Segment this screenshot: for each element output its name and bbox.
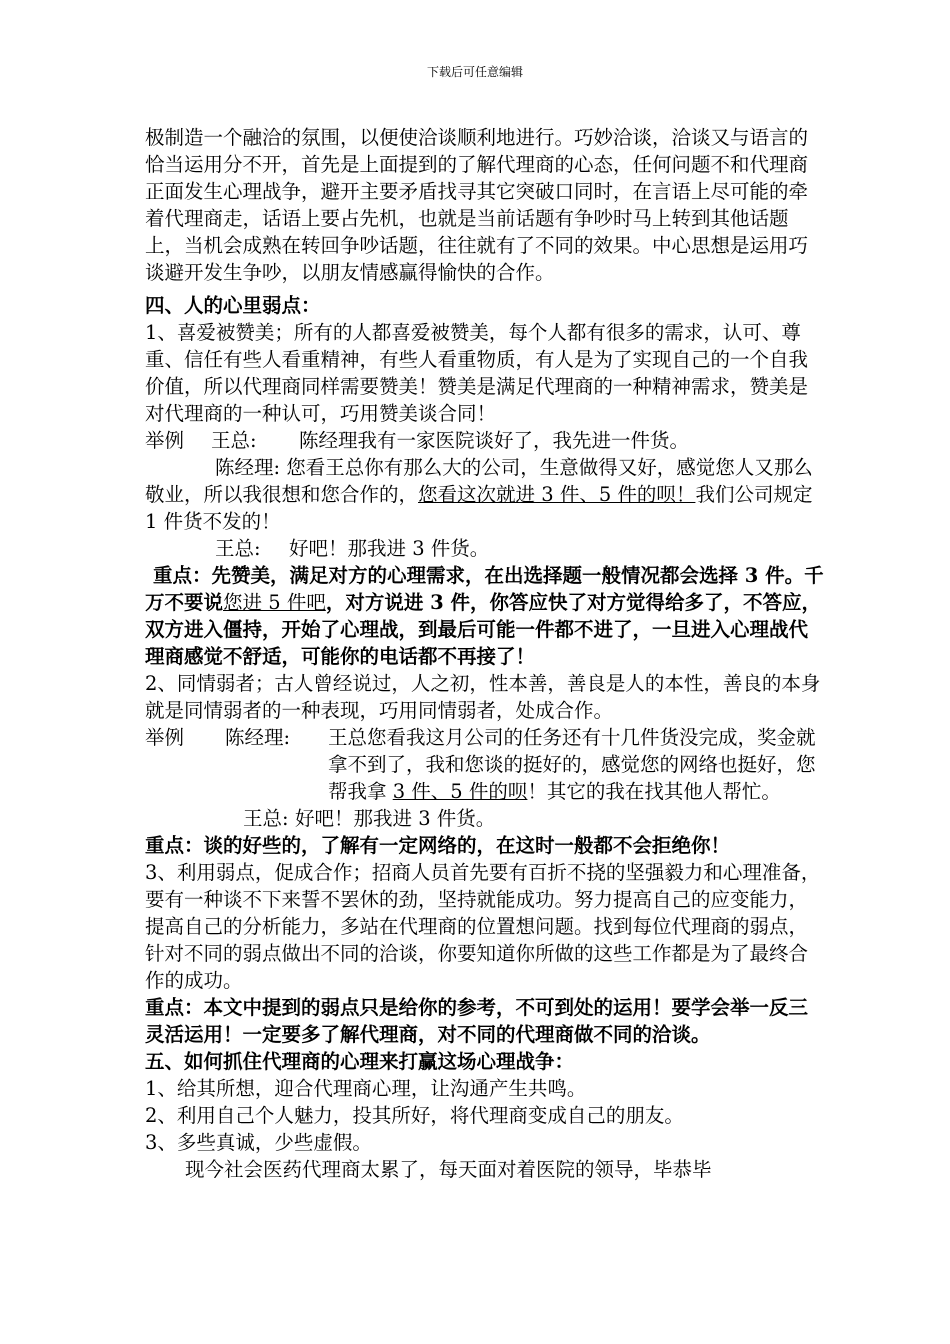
speaker-label: 陈经理:: [225, 726, 291, 749]
dialogue-text: 陈经理我有一家医院谈好了，我先进一件货。: [299, 429, 690, 452]
closing-paragraph: 现今社会医药代理商太累了，每天面对着医院的领导，毕恭毕: [185, 1158, 712, 1181]
key-point-3: 重点：本文中提到的弱点只是给你的参考，不可到处的运用！要学会举一反三灵活运用！一定要多了解代理商，对不同的代理商做不同的洽谈。: [145, 996, 809, 1046]
example-1-dialogue: [145, 454, 825, 535]
item-2-paragraph: 2、同情弱者；古人曾经说过，人之初，性本善，善良是人的本性，善良的本身就是同情弱者的一种表现，巧用同情弱者，处成合作。: [145, 672, 821, 722]
section-5-title: 五、如何抓住代理商的心理来打赢这场心理战争：: [145, 1050, 575, 1073]
section-4-title: 四、人的心里弱点：: [145, 294, 321, 317]
example-2: [145, 724, 825, 805]
example-label: 举例: [145, 726, 185, 749]
speaker-label: 王总:: [215, 537, 261, 560]
section-5-item: 1、给其所想，迎合代理商心理，让沟通产生共鸣。: [145, 1077, 587, 1100]
item-1-paragraph: 1、喜爱被赞美；所有的人都喜爱被赞美，每个人都有很多的需求，认可、尊重、信任有些人看重精神，有些人看重物质，有人是为了实现自己的一个自我价值，所以代理商同样需要赞美！赞美是满足代理商的一种精神需求，赞美是对代理商的一种认可，巧用赞美谈合同！: [145, 321, 809, 425]
dialogue-text: 好吧！那我进 3 件货。: [289, 537, 490, 560]
item-3-paragraph: 3、利用弱点，促成合作；招商人员首先要有百折不挠的坚强毅力和心理准备，要有一种谈不下来誓不罢休的劲，坚持就能成功。努力提高自己的应变能力，提高自己的分析能力，多站在代理商的位置想问题。找到每位代理商的弱点，针对不同的弱点做出不同的洽谈，你要知道你所做的这些工作都是为了最终合作的成功。: [145, 861, 821, 992]
key-point-1: 重点：先赞美，满足对方的心理需求，在出选择题一般情况都会选择 3 件。千万不要说您进 5 件吧，对方说进 3 件，你答应快了对方觉得给多了，不答应，双方进入僵持，开始了心理战，到最后可能一件都不进了，一旦进入心理战代理商感觉不舒适，可能你的电话都不再接了！: [145, 564, 824, 668]
example-1-first-line: [145, 427, 825, 454]
section-5-item: 3、多些真诚，少些虚假。: [145, 1131, 372, 1154]
dialogue-text: 陈经理: 您看王总你有那么大的公司，生意做得又好，感觉您人又那么敬业，所以我很想和您合作的，: [145, 456, 813, 506]
example-2-reply: [145, 805, 825, 832]
dialogue-text: 王总您看我这月公司的任务还有十几件货没完成，奖金就拿不到了，我和您谈的挺好的，感觉您的网络也挺好，您帮我拿 3 件、5 件的呗！其它的我在找其他人帮忙。: [328, 726, 816, 803]
speaker-label: 王总:: [211, 429, 257, 452]
intro-paragraph: 极制造一个融洽的氛围，以便使洽谈顺利地进行。巧妙洽谈，洽谈又与语言的恰当运用分不开，首先是上面提到的了解代理商的心态，任何问题不和代理商正面发生心理战争，避开主要矛盾找寻其它突破口同时，在言语上尽可能的牵着代理商走，话语上要占先机，也就是当前话题有争吵时马上转到其他话题上，当机会成熟在转回争吵话题，往往就有了不同的效果。中心思想是运用巧谈避开发生争吵，以朋友情感赢得愉快的合作。: [145, 126, 809, 284]
page-header: 下载后可任意编辑: [426, 65, 523, 79]
dialogue-text: 好吧！那我进 3 件货。: [295, 807, 496, 830]
section-5-item: 2、利用自己个人魅力，投其所好，将代理商变成自己的朋友。: [145, 1104, 684, 1127]
example-1-reply: [145, 535, 825, 562]
key-point-2: 重点：谈的好些的，了解有一定网络的，在这时一般都不会拒绝你！: [145, 834, 731, 857]
underlined-phrase: 您看这次就进 3 件、5 件的呗！: [418, 483, 696, 506]
dialogue-text: 我们公司规定 1 件货不发的！: [145, 483, 813, 533]
speaker-label: 王总:: [243, 807, 289, 830]
underlined-phrase: 您进 5 件吧: [223, 591, 326, 614]
document-body: [145, 124, 825, 1183]
underlined-phrase: 3 件、5 件的呗: [392, 780, 528, 803]
example-label: 举例: [145, 429, 185, 452]
